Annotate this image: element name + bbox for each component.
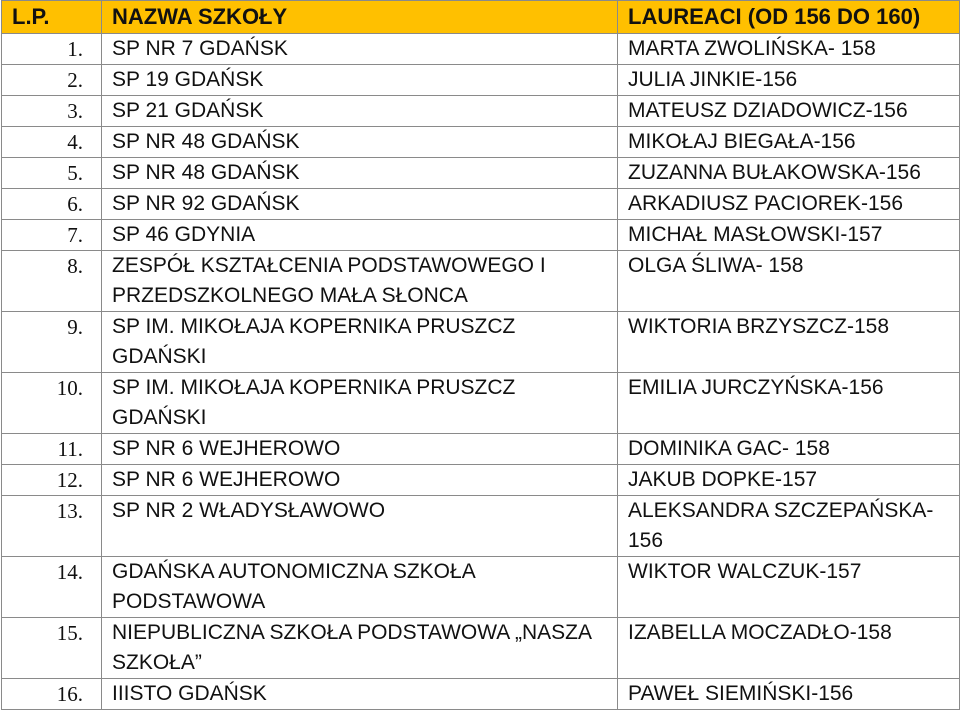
school-name-cell: SP IM. MIKOŁAJA KOPERNIKA PRUSZCZ GDAŃSKI (102, 312, 618, 373)
school-name-cell: SP NR 6 WEJHEROWO (102, 465, 618, 496)
table-row (2, 96, 960, 127)
school-name-cell: SP NR 7 GDAŃSK (102, 34, 618, 65)
row-number: 6. (2, 189, 102, 220)
school-name-cell: ZESPÓŁ KSZTAŁCENIA PODSTAWOWEGO I PRZEDSZKOLNEGO MAŁA SŁONCA (102, 251, 618, 312)
row-number: 3. (2, 96, 102, 127)
row-number: 11. (2, 434, 102, 465)
row-number: 13. (2, 496, 102, 557)
row-number: 8. (2, 251, 102, 312)
table-body (2, 34, 960, 710)
school-name-cell: SP 19 GDAŃSK (102, 65, 618, 96)
laureate-cell: WIKTOR WALCZUK-157 (618, 557, 960, 618)
table-row (2, 434, 960, 465)
header-row (2, 1, 960, 34)
laureate-cell: OLGA ŚLIWA- 158 (618, 251, 960, 312)
row-number: 7. (2, 220, 102, 251)
table-row (2, 465, 960, 496)
school-name-cell: GDAŃSKA AUTONOMICZNA SZKOŁA PODSTAWOWA (102, 557, 618, 618)
school-name-cell: SP 21 GDAŃSK (102, 96, 618, 127)
row-number: 15. (2, 618, 102, 679)
laureate-cell: MICHAŁ MASŁOWSKI-157 (618, 220, 960, 251)
laureate-cell: DOMINIKA GAC- 158 (618, 434, 960, 465)
table-row (2, 158, 960, 189)
table-row (2, 65, 960, 96)
table-row (2, 220, 960, 251)
header-school-name: NAZWA SZKOŁY (102, 1, 618, 34)
school-name-cell: SP NR 6 WEJHEROWO (102, 434, 618, 465)
school-name-cell: SP NR 2 WŁADYSŁAWOWO (102, 496, 618, 557)
laureate-cell: ZUZANNA BUŁAKOWSKA-156 (618, 158, 960, 189)
school-name-cell: SP NR 92 GDAŃSK (102, 189, 618, 220)
laureate-cell: ALEKSANDRA SZCZEPAŃSKA-156 (618, 496, 960, 557)
school-name-cell: SP IM. MIKOŁAJA KOPERNIKA PRUSZCZ GDAŃSKI (102, 373, 618, 434)
table-row (2, 34, 960, 65)
laureate-cell: ARKADIUSZ PACIOREK-156 (618, 189, 960, 220)
row-number: 9. (2, 312, 102, 373)
row-number: 10. (2, 373, 102, 434)
table-row (2, 496, 960, 557)
row-number: 16. (2, 679, 102, 710)
row-number: 12. (2, 465, 102, 496)
school-name-cell: SP NR 48 GDAŃSK (102, 158, 618, 189)
table-row (2, 312, 960, 373)
table-row (2, 373, 960, 434)
table-row (2, 127, 960, 158)
table-row (2, 618, 960, 679)
school-name-cell: IIISTO GDAŃSK (102, 679, 618, 710)
laureate-cell: EMILIA JURCZYŃSKA-156 (618, 373, 960, 434)
row-number: 14. (2, 557, 102, 618)
school-name-cell: SP NR 48 GDAŃSK (102, 127, 618, 158)
laureates-table (1, 0, 960, 710)
table-row (2, 557, 960, 618)
table-row (2, 251, 960, 312)
laureate-cell: IZABELLA MOCZADŁO-158 (618, 618, 960, 679)
laureate-cell: JAKUB DOPKE-157 (618, 465, 960, 496)
laureate-cell: MARTA ZWOLIŃSKA- 158 (618, 34, 960, 65)
header-laureates: LAUREACI (OD 156 DO 160) (618, 1, 960, 34)
laureate-cell: JULIA JINKIE-156 (618, 65, 960, 96)
laureate-cell: MIKOŁAJ BIEGAŁA-156 (618, 127, 960, 158)
header-lp: L.P. (2, 1, 102, 34)
table-header (2, 1, 960, 34)
row-number: 2. (2, 65, 102, 96)
school-name-cell: SP 46 GDYNIA (102, 220, 618, 251)
laureate-cell: WIKTORIA BRZYSZCZ-158 (618, 312, 960, 373)
row-number: 4. (2, 127, 102, 158)
laureate-cell: MATEUSZ DZIADOWICZ-156 (618, 96, 960, 127)
table-row (2, 189, 960, 220)
row-number: 5. (2, 158, 102, 189)
school-name-cell: NIEPUBLICZNA SZKOŁA PODSTAWOWA „NASZA SZKOŁA” (102, 618, 618, 679)
laureate-cell: PAWEŁ SIEMIŃSKI-156 (618, 679, 960, 710)
row-number: 1. (2, 34, 102, 65)
table-row (2, 679, 960, 710)
